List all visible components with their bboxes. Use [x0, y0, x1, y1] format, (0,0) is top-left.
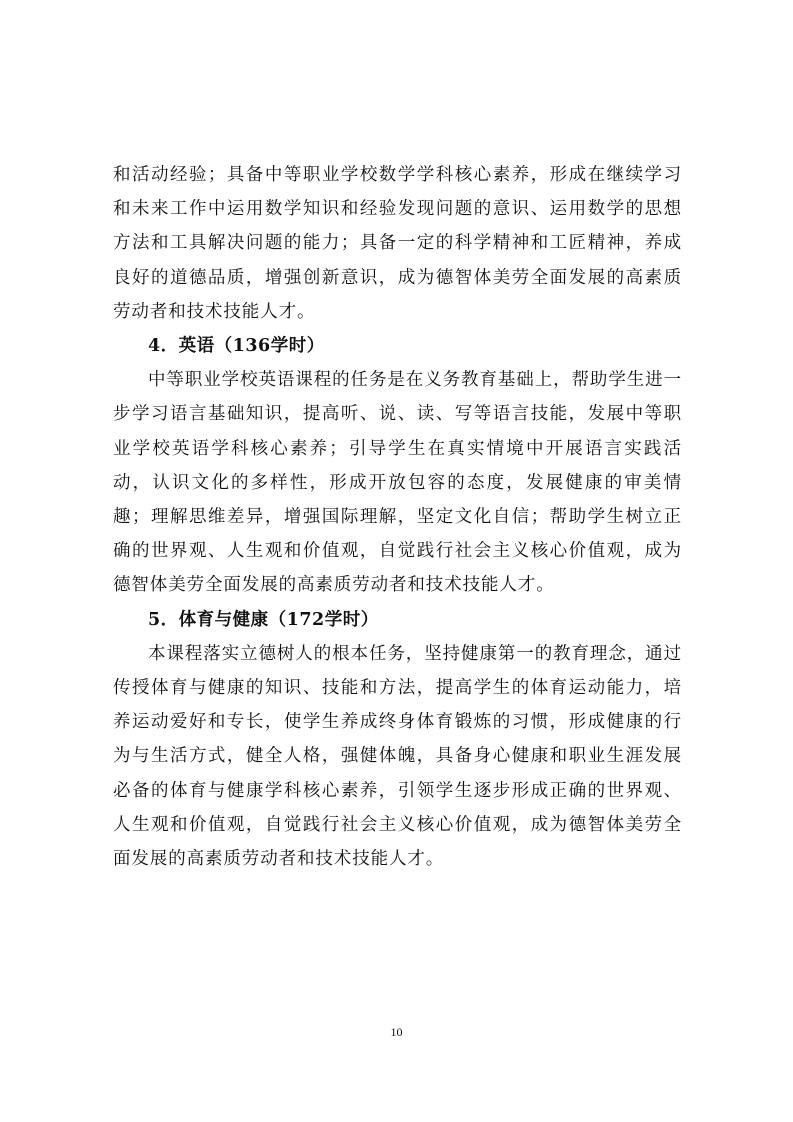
- paragraph-pe-health: 本课程落实立德树人的根本任务，坚持健康第一的教育理念，通过传授体育与健康的知识、技能和方法，提高学生的体育运动能力，培养运动爱好和专长，使学生养成终身体育锻炼的习惯，形成健康的行为与生活方式，健全人格，强健体魄，具备身心健康和职业生涯发展必备的体育与健康学科核心素养，引领学生逐步形成正确的世界观、人生观和价值观，自觉践行社会主义核心价值观，成为德智体美劳全面发展的高素质劳动者和技术技能人才。: [113, 643, 682, 870]
- paragraph-math-continued: 和活动经验；具备中等职业学校数学学科核心素养，形成在继续学习和未来工作中运用数学知识和经验发现问题的意识、运用数学的思想方法和工具解决问题的能力；具备一定的科学精神和工匠精神，养成良好的道德品质，增强创新意识，成为德智体美劳全面发展的高素质劳动者和技术技能人才。: [113, 165, 682, 322]
- heading-english: 4．英语（136学时）: [148, 336, 325, 357]
- document-body: [113, 158, 682, 876]
- heading-pe-health: 5．体育与健康（172学时）: [148, 609, 379, 630]
- page-number: 10: [390, 1025, 403, 1039]
- paragraph-english: 中等职业学校英语课程的任务是在义务教育基础上，帮助学生进一步学习语言基础知识，提高听、说、读、写等语言技能，发展中等职业学校英语学科核心素养；引导学生在真实情境中开展语言实践活动，认识文化的多样性，形成开放包容的态度，发展健康的审美情趣；理解思维差异，增强国际理解，坚定文化自信；帮助学生树立正确的世界观、人生观和价值观，自觉践行社会主义核心价值观，成为德智体美劳全面发展的高素质劳动者和技术技能人才。: [113, 370, 682, 596]
